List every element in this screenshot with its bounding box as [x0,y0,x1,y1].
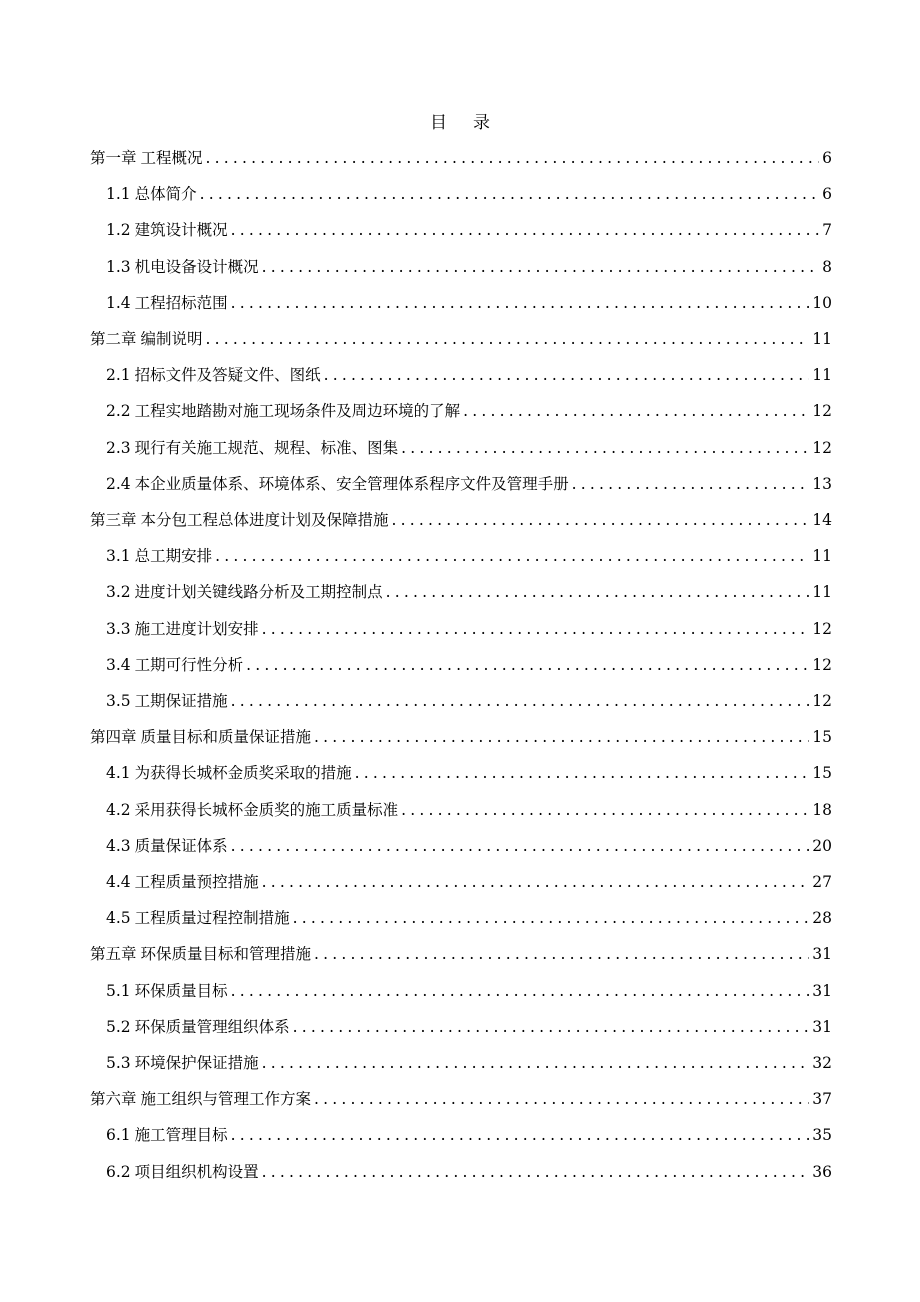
toc-entry-number: 2.2 [106,402,131,421]
toc-section-entry[interactable] [106,828,832,864]
toc-entry-label: 工程质量过程控制措施 [134,909,290,928]
toc-section-entry[interactable] [106,176,832,212]
toc-entry-label: 为获得长城杯金质奖采取的措施 [134,764,352,783]
toc-entry-page-number: 12 [812,438,832,457]
toc-entry-label: 质量目标和质量保证措施 [140,728,312,747]
toc-section-entry[interactable] [106,900,832,936]
toc-entry-number: 3.2 [106,583,131,602]
toc-entry-page-number: 14 [812,511,832,529]
toc-section-entry[interactable] [106,466,832,502]
toc-section-entry[interactable] [106,647,832,683]
toc-entry-number: 5.2 [106,1017,131,1036]
toc-section-entry[interactable] [106,973,832,1009]
toc-section-entry[interactable] [106,430,832,466]
toc-entry-page-number: 12 [812,619,832,638]
toc-dot-leader [246,647,809,683]
toc-entry-number: 3.4 [106,655,131,674]
toc-section-entry[interactable] [106,683,832,719]
toc-section-entry[interactable] [106,792,832,828]
toc-section-entry[interactable] [106,212,832,248]
toc-entry-label: 工程质量预控措施 [134,873,259,891]
toc-entry-label: 本企业质量体系、环境体系、安全管理体系程序文件及管理手册 [134,474,569,493]
toc-entry-page-number: 28 [812,909,832,928]
toc-entry-page-number: 7 [822,221,832,240]
toc-dot-leader [355,755,810,791]
toc-entry-number: 第一章 [90,149,137,167]
toc-entry-number: 5.3 [106,1054,131,1072]
toc-section-entry[interactable] [106,1045,832,1081]
toc-dot-leader [200,176,819,212]
toc-entry-label: 工程招标范围 [134,293,228,312]
toc-chapter-entry[interactable] [90,936,832,972]
toc-dot-leader [324,357,810,393]
toc-entry-number: 4.1 [106,764,131,783]
toc-entry-label: 工期保证措施 [134,692,228,710]
toc-entry-number: 5.1 [106,981,131,1000]
toc-entry-label: 机电设备设计概况 [134,257,259,276]
toc-entry-number: 第三章 [90,511,137,529]
toc-entry-page-number: 27 [812,873,832,891]
toc-entry-number: 3.1 [106,547,131,566]
toc-entry-label: 施工组织与管理工作方案 [140,1090,312,1109]
toc-dot-leader [262,1154,810,1190]
toc-title [0,110,920,136]
toc-entry-label: 工程实地踏勘对施工现场条件及周边环境的了解 [134,402,461,421]
toc-entry-page-number: 20 [812,836,832,855]
toc-entry-number: 4.2 [106,800,131,819]
toc-entry-page-number: 11 [812,330,832,348]
toc-entry-page-number: 11 [812,547,832,566]
toc-dot-leader [386,574,810,610]
toc-entry-number: 4.5 [106,909,131,928]
toc-dot-leader [262,249,819,285]
toc-entry-number: 1.1 [106,185,131,204]
toc-entry-page-number: 15 [812,764,832,783]
toc-chapter-entry[interactable] [90,321,832,357]
toc-entry-page-number: 32 [812,1054,832,1072]
toc-entry-label: 总体简介 [134,185,197,204]
toc-section-entry[interactable] [106,611,832,647]
toc-dot-leader [314,1081,809,1117]
toc-section-entry[interactable] [106,574,832,610]
toc-entry-number: 1.2 [106,221,131,240]
toc-dot-leader [231,973,810,1009]
toc-entry-page-number: 6 [822,185,832,204]
toc-dot-leader [314,936,809,972]
toc-chapter-entry[interactable] [90,719,832,755]
toc-entry-page-number: 15 [812,728,832,747]
toc-title-right: 录 [473,113,490,133]
toc-entry-label: 工期可行性分析 [134,655,244,674]
toc-entry-label: 编制说明 [140,330,203,348]
toc-chapter-entry[interactable] [90,1081,832,1117]
toc-entry-label: 质量保证体系 [134,836,228,855]
toc-entry-number: 2.1 [106,366,131,385]
toc-section-entry[interactable] [106,1117,832,1153]
toc-dot-leader [231,1117,810,1153]
toc-entry-number: 2.3 [106,438,131,457]
toc-entry-label: 采用获得长城杯金质奖的施工质量标准 [134,800,399,819]
toc-entry-label: 建筑设计概况 [134,221,228,240]
toc-entry-page-number: 18 [812,800,832,819]
toc-section-entry[interactable] [106,1154,832,1190]
toc-dot-leader [463,393,809,429]
toc-entry-page-number: 11 [812,583,832,602]
toc-dot-leader [572,466,810,502]
toc-entry-label: 本分包工程总体进度计划及保障措施 [140,511,389,529]
toc-entry-page-number: 12 [812,402,832,421]
toc-entry-number: 第四章 [90,728,137,747]
toc-entry-label: 环境保护保证措施 [134,1054,259,1072]
toc-chapter-entry[interactable] [90,140,832,176]
toc-entry-label: 环保质量目标和管理措施 [140,945,312,964]
toc-dot-leader [262,864,810,900]
toc-entry-number: 第六章 [90,1090,137,1109]
toc-section-entry[interactable] [106,538,832,574]
toc-entry-number: 6.2 [106,1162,131,1181]
toc-entry-label: 工程概况 [140,149,203,167]
toc-section-entry[interactable] [106,755,832,791]
toc-title-left: 目 [430,113,447,133]
toc-dot-leader [293,900,810,936]
toc-entry-number: 第五章 [90,945,137,964]
toc-dot-leader [392,502,810,538]
toc-entry-page-number: 12 [812,692,832,710]
toc-section-entry[interactable] [106,864,832,900]
toc-entry-number: 4.4 [106,873,131,891]
toc-dot-leader [231,212,819,248]
toc-entry-page-number: 36 [812,1162,832,1181]
toc-entry-page-number: 12 [812,655,832,674]
toc-section-entry[interactable] [106,285,832,321]
toc-entry-label: 项目组织机构设置 [134,1162,259,1181]
toc-entry-number: 4.3 [106,836,131,855]
toc-entry-label: 施工进度计划安排 [134,619,259,638]
toc-entry-label: 环保质量目标 [134,981,228,1000]
toc-entry-label: 施工管理目标 [134,1126,228,1145]
toc-dot-leader [215,538,809,574]
toc-dot-leader [401,430,809,466]
toc-section-entry[interactable] [106,357,832,393]
toc-entry-page-number: 35 [812,1126,832,1145]
toc-entry-page-number: 11 [812,366,832,385]
toc-section-entry[interactable] [106,249,832,285]
toc-entry-page-number: 10 [812,293,832,312]
toc-dot-leader [314,719,809,755]
toc-dot-leader [293,1009,810,1045]
toc-chapter-entry[interactable] [90,502,832,538]
toc-entry-page-number: 31 [812,981,832,1000]
toc-entry-page-number: 6 [822,149,832,167]
toc-entry-number: 2.4 [106,474,131,493]
toc-entry-number: 1.4 [106,293,131,312]
toc-section-entry[interactable] [106,1009,832,1045]
toc-dot-leader [401,792,809,828]
toc-dot-leader [206,140,820,176]
toc-entry-page-number: 31 [812,1017,832,1036]
toc-entry-number: 3.3 [106,619,131,638]
toc-entry-number: 3.5 [106,692,131,710]
toc-entry-label: 招标文件及答疑文件、图纸 [134,366,321,385]
toc-dot-leader [231,683,810,719]
toc-entry-label: 进度计划关键线路分析及工期控制点 [134,583,383,602]
toc-section-entry[interactable] [106,393,832,429]
toc-entry-number: 1.3 [106,257,131,276]
toc-dot-leader [231,285,810,321]
toc-entry-number: 6.1 [106,1126,131,1145]
toc-entry-page-number: 8 [822,257,832,276]
toc-entry-number: 第二章 [90,330,137,348]
toc-dot-leader [262,1045,810,1081]
toc-entry-label: 环保质量管理组织体系 [134,1017,290,1036]
toc-dot-leader [231,828,810,864]
toc-entry-page-number: 37 [812,1090,832,1109]
toc-dot-leader [262,611,810,647]
toc-entry-page-number: 13 [812,474,832,493]
toc-entry-label: 现行有关施工规范、规程、标准、图集 [134,438,399,457]
toc-dot-leader [206,321,810,357]
toc-entry-label: 总工期安排 [134,547,213,566]
toc-entry-page-number: 31 [812,945,832,964]
